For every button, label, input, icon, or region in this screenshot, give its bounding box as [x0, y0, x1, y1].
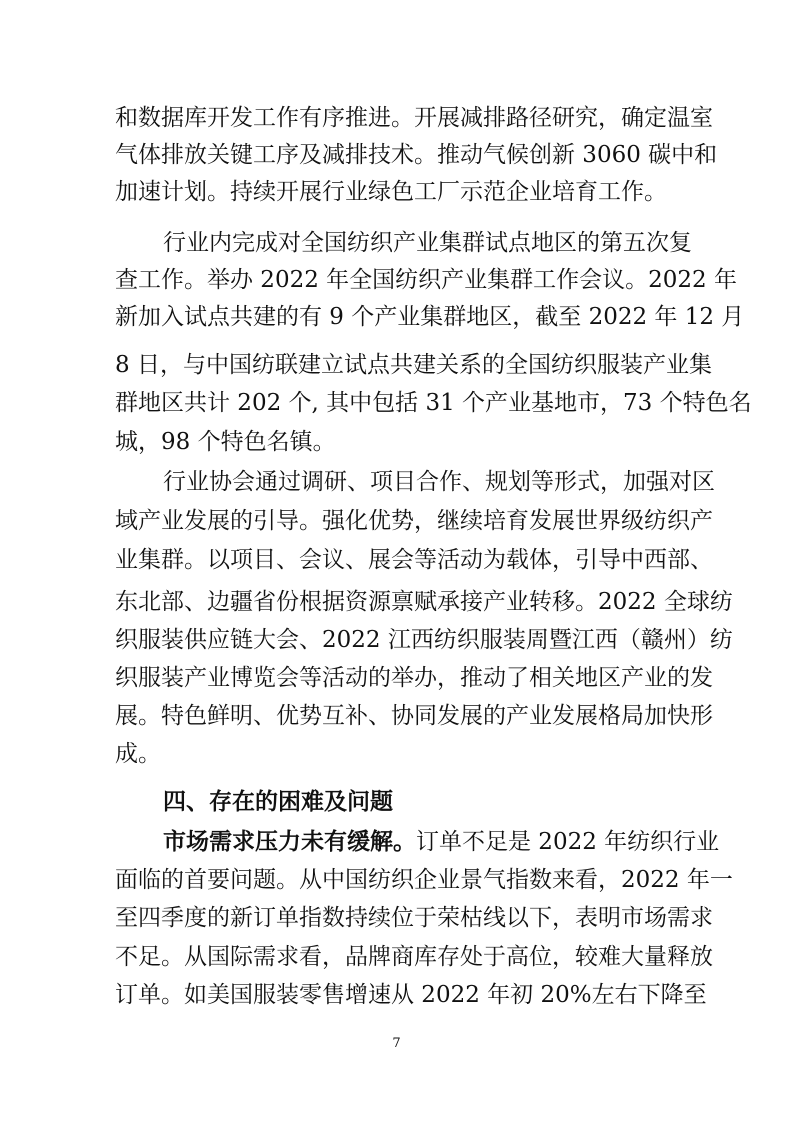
- paragraph-line: 域产业发展的引导。强化优势，继续培育发展世界级纺织产: [115, 508, 713, 534]
- paragraph-line: 织服装产业博览会等活动的举办，推动了相关地区产业的发: [115, 665, 713, 691]
- paragraph-line: 织服装供应链大会、2022 江西纺织服装周暨江西（赣州）纺: [115, 627, 733, 653]
- paragraph-line: 群地区共计 202 个, 其中包括 31 个产业基地市，73 个特色名: [115, 390, 752, 416]
- line-text: 订单不足是 2022 年纺织行业: [416, 829, 720, 855]
- paragraph-line: 面临的首要问题。从中国纺织企业景气指数来看，2022 年一: [115, 867, 733, 893]
- paragraph-line: 和数据库开发工作有序推进。开展减排路径研究，确定温室: [115, 105, 713, 131]
- paragraph-line: 订单。如美国服装零售增速从 2022 年初 20%左右下降至: [115, 982, 707, 1008]
- section-heading: 四、存在的困难及问题: [163, 788, 393, 815]
- bold-lead-sentence: 市场需求压力未有缓解。: [163, 828, 416, 855]
- page-number: 7: [392, 1036, 401, 1051]
- paragraph-line: 至四季度的新订单指数持续位于荣枯线以下，表明市场需求: [115, 905, 713, 931]
- paragraph-line: 不足。从国际需求看，品牌商库存处于高位，较难大量释放: [115, 944, 713, 970]
- paragraph-line: 气体排放关键工序及减排技术。推动气候创新 3060 碳中和: [115, 142, 718, 168]
- paragraph-line: 8 日，与中国纺联建立试点共建关系的全国纺织服装产业集: [115, 352, 712, 378]
- paragraph-line: 成。: [115, 741, 161, 767]
- paragraph-line: 展。特色鲜明、优势互补、协同发展的产业发展格局加快形: [115, 703, 713, 729]
- paragraph-line: 城，98 个特色名镇。: [115, 429, 336, 455]
- paragraph-line: 行业内完成对全国纺织产业集群试点地区的第五次复: [163, 230, 692, 256]
- paragraph-line: 加速计划。持续开展行业绿色工厂示范企业培育工作。: [115, 179, 667, 205]
- paragraph-line: 行业协会通过调研、项目合作、规划等形式，加强对区: [163, 469, 715, 495]
- paragraph-line: 业集群。以项目、会议、展会等活动为载体，引导中西部、: [115, 547, 713, 573]
- paragraph-line: 新加入试点共建的有 9 个产业集群地区，截至 2022 年 12 月: [115, 304, 745, 330]
- paragraph-line: [163, 827, 720, 857]
- paragraph-line: 东北部、边疆省份根据资源禀赋承接产业转移。2022 全球纺: [115, 589, 733, 615]
- paragraph-line: 查工作。举办 2022 年全国纺织产业集群工作会议。2022 年: [115, 267, 737, 293]
